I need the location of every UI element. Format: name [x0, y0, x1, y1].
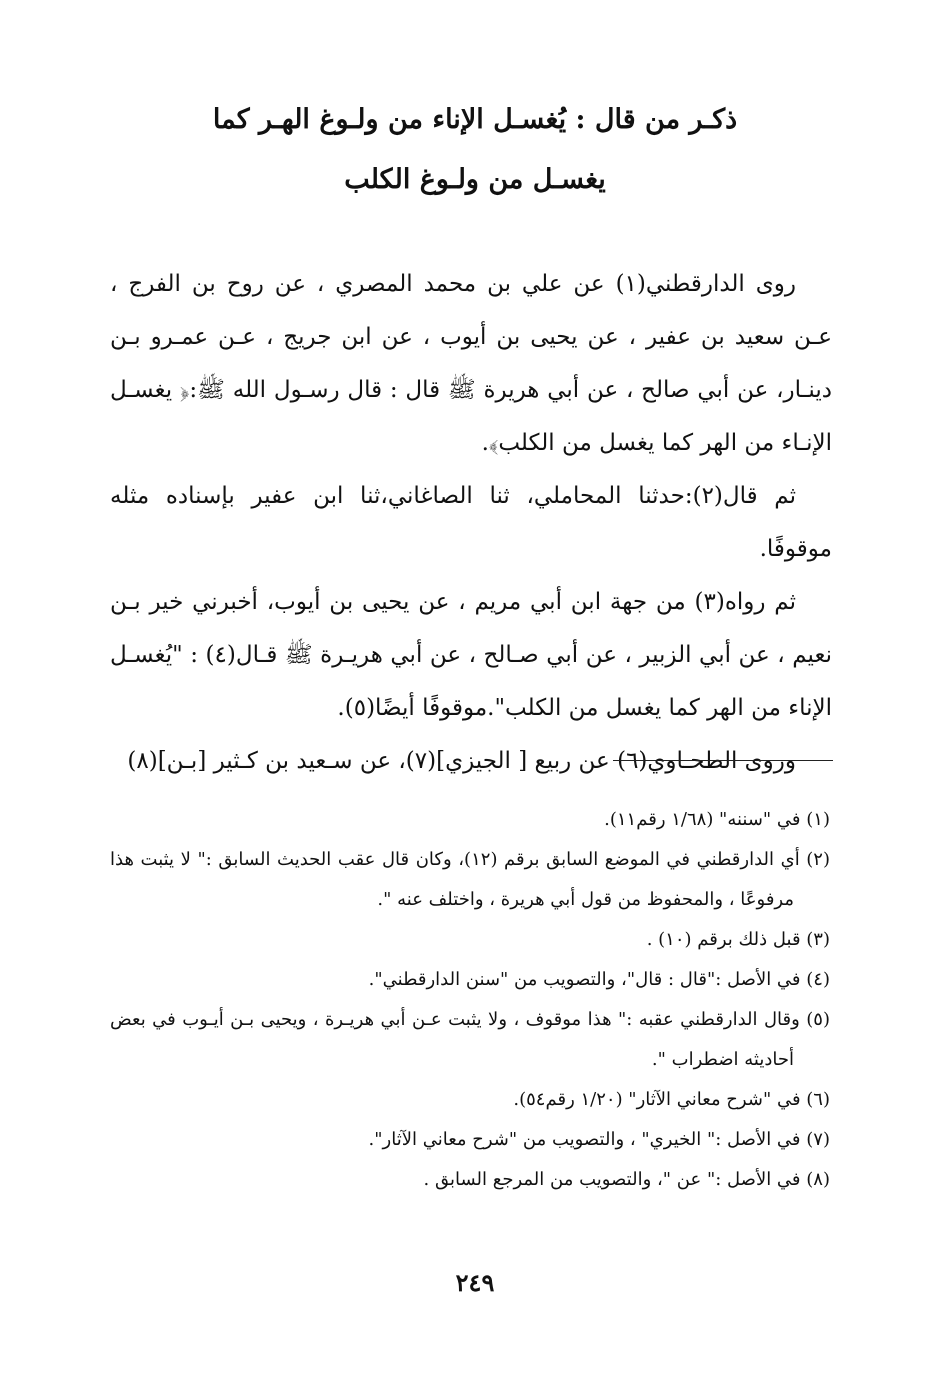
footnote: (٣) قبل ذلك برقم (١٠) . — [646, 929, 830, 950]
main-text — [110, 258, 832, 788]
footnote: (٤) في الأصل :"قال : قال"، والتصويب من "سنن الدارقطني". — [368, 969, 830, 990]
page-number: ٢٤٩ — [455, 1268, 495, 1297]
chapter-heading-line-1: ذكـر من قال : يُغسـل الإناء من ولـوغ الهـر كما — [212, 104, 738, 135]
paragraph: وروى الطحـاوي(٦) عن ربيع [ الجيزي](٧)، عن سـعيد بن كـثير [بـن](٨) — [127, 748, 796, 774]
footnotes — [110, 800, 830, 1200]
footnote: (٢) أي الدارقطني في الموضع السابق برقم (١٢)، وكان قال عقب الحديث السابق :" لا يثبت هذا مرفوعًا ، والمحفوظ من قول أبي هريرة ، واختلف عنه ". — [110, 849, 830, 910]
footnote: (١) في "سننه" (١/٦٨ رقم١١). — [604, 809, 830, 830]
footnote: (٦) في "شرح معاني الآثار" (١/٢٠ رقم٥٤). — [513, 1089, 830, 1110]
paragraph: روى الدارقطني(١) عن علي بن محمد المصري ، عن روح بن الفرج ، عـن سعيد بن عفير ، عن يحيى بن أيوب ، عن ابن جريج ، عـن عمـرو بـن دينـار، عن أبي صالح ، عن أبي هريرة ﷺ قال : قال رسـول الله ﷺ:﴿ يغسـل الإنـاء من الهر كما يغسل من الكلب﴾. — [110, 271, 832, 456]
footnote-separator — [613, 760, 833, 761]
chapter-heading-line-2: يغسـل من ولـوغ الكلب — [344, 164, 606, 195]
footnote: (٨) في الأصل :" عن "، والتصويب من المرجع السابق . — [423, 1169, 830, 1190]
footnote: (٧) في الأصل :" الخيري" ، والتصويب من "شرح معاني الآثار". — [368, 1129, 830, 1150]
footnote: (٥) وقال الدارقطني عقبه :" هذا موقوف ، ولا يثبت عـن أبي هريـرة ، ويحيى بـن أيـوب في بعض أحاديثه اضطراب ". — [110, 1009, 830, 1070]
paragraph: ثم قال(٢):حدثنا المحاملي، ثنا الصاغاني،ثنا ابن عفير بإسناده مثله موقوفًا. — [110, 483, 832, 562]
paragraph: ثم رواه(٣) من جهة ابن أبي مريم ، عن يحيى بن أيوب، أخبرني خير بـن نعيم ، عن أبي الزبير ، عن أبي صـالح ، عن أبي هريـرة ﷺ قـال(٤) : "يُغسـل الإناء من الهر كما يغسل من الكلب".موقوفًا أيضًا(٥). — [110, 589, 832, 721]
